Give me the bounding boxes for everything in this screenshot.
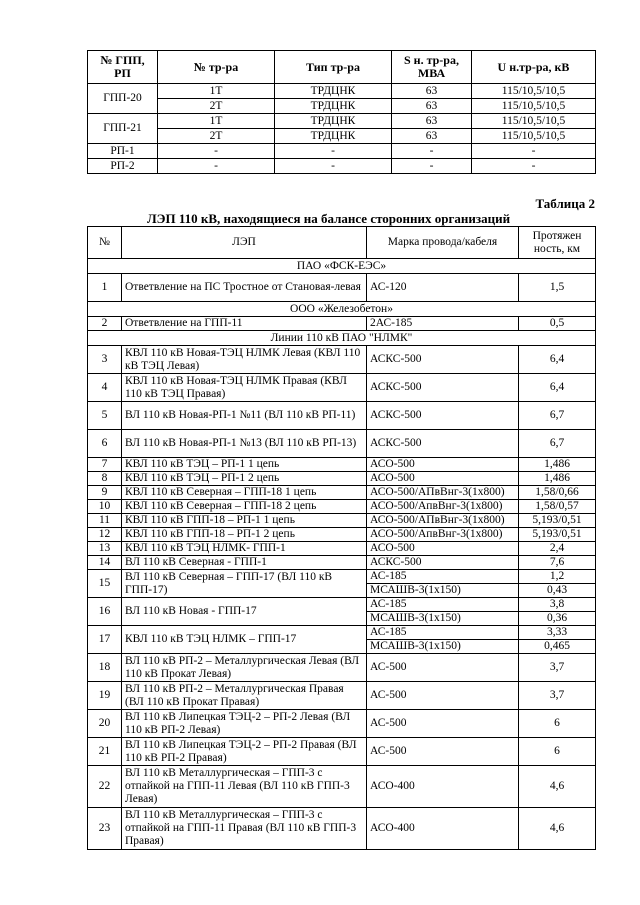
table1-cell: -: [392, 159, 472, 174]
table2-header-row: [88, 227, 596, 259]
line-name: ВЛ 110 кВ Новая-РП-1 №13 (ВЛ 110 кВ РП-13): [122, 430, 367, 458]
line-length: 1,2: [519, 570, 596, 584]
line-name: ВЛ 110 кВ Новая-РП-1 №11 (ВЛ 110 кВ РП-11): [122, 402, 367, 430]
wire-brand: АСКС-500: [367, 430, 519, 458]
line-row: [88, 682, 596, 710]
line-name: ВЛ 110 кВ РП-2 – Металлургическая Левая (ВЛ 110 кВ Прокат Левая): [122, 654, 367, 682]
line-row: [88, 766, 596, 808]
line-row: [88, 738, 596, 766]
line-number: 11: [88, 514, 122, 528]
section-title: ПАО «ФСК-ЕЭС»: [88, 259, 596, 274]
line-number: 9: [88, 486, 122, 500]
line-length: 6,4: [519, 346, 596, 374]
wire-brand: АС-185: [367, 626, 519, 640]
wire-brand: АСО-500/АПвВнг-3(1х800): [367, 486, 519, 500]
line-number: 18: [88, 654, 122, 682]
line-number: 3: [88, 346, 122, 374]
wire-brand: АСКС-500: [367, 374, 519, 402]
transformers-table: [87, 50, 596, 174]
station-cell: ГПП-20: [88, 84, 158, 114]
line-name: ВЛ 110 кВ Северная – ГПП-17 (ВЛ 110 кВ ГПП-17): [122, 570, 367, 598]
line-number: 2: [88, 317, 122, 331]
section-title: ООО «Железобетон»: [88, 302, 596, 317]
wire-brand: 2АС-185: [367, 317, 519, 331]
table2-title: ЛЭП 110 кВ, находящиеся на балансе сторонних организаций: [147, 211, 511, 226]
wire-brand: АС-120: [367, 274, 519, 302]
line-length: 0,5: [519, 317, 596, 331]
table2-header: Марка провода/кабеля: [367, 227, 519, 259]
line-row: [88, 374, 596, 402]
table1-cell: ТРДЦНК: [275, 129, 392, 144]
table1-header: U н.тр-ра, кВ: [472, 51, 596, 84]
line-name: ВЛ 110 кВ Металлургическая – ГПП-3 с отпайкой на ГПП-11 Левая (ВЛ 110 кВ ГПП-3 Левая): [122, 766, 367, 808]
line-length: 6,7: [519, 430, 596, 458]
station-cell: РП-1: [88, 144, 158, 159]
line-number: 17: [88, 626, 122, 654]
line-name: КВЛ 110 кВ ТЭЦ – РП-1 1 цепь: [122, 458, 367, 472]
table1-row: [88, 144, 596, 159]
wire-brand: АСКС-500: [367, 556, 519, 570]
table1-cell: -: [275, 144, 392, 159]
line-number: 10: [88, 500, 122, 514]
wire-brand: АСКС-500: [367, 346, 519, 374]
line-number: 14: [88, 556, 122, 570]
line-row: [88, 710, 596, 738]
station-cell: ГПП-21: [88, 114, 158, 144]
line-row: [88, 472, 596, 486]
line-row: [88, 514, 596, 528]
line-length: 5,193/0,51: [519, 528, 596, 542]
line-number: 4: [88, 374, 122, 402]
table2-header: Протяжен ность, км: [519, 227, 596, 259]
line-row: [88, 500, 596, 514]
line-length: 0,465: [519, 640, 596, 654]
wire-brand: АСО-500/АпвВнг-3(1х800): [367, 500, 519, 514]
wire-brand: АСО-500: [367, 542, 519, 556]
line-row: [88, 430, 596, 458]
table2-header: ЛЭП: [122, 227, 367, 259]
wire-brand: АСО-500/АПвВнг-3(1х800): [367, 514, 519, 528]
line-row: [88, 556, 596, 570]
section-title: Линии 110 кВ ПАО "НЛМК": [88, 331, 596, 346]
wire-brand: АС-185: [367, 598, 519, 612]
line-length: 4,6: [519, 808, 596, 850]
table1-cell: 2Т: [158, 99, 275, 114]
table1-row: [88, 99, 596, 114]
table1-cell: -: [472, 144, 596, 159]
line-length: 3,8: [519, 598, 596, 612]
table2-header: №: [88, 227, 122, 259]
line-number: 23: [88, 808, 122, 850]
wire-brand: АСО-400: [367, 808, 519, 850]
line-length: 1,486: [519, 472, 596, 486]
line-name: КВЛ 110 кВ Новая-ТЭЦ НЛМК Правая (КВЛ 110 кВ ТЭЦ Правая): [122, 374, 367, 402]
line-length: 6: [519, 710, 596, 738]
line-row: [88, 570, 596, 584]
line-name: КВЛ 110 кВ ТЭЦ НЛМК – ГПП-17: [122, 626, 367, 654]
line-length: 0,36: [519, 612, 596, 626]
table1-cell: -: [392, 144, 472, 159]
table1-cell: 1Т: [158, 84, 275, 99]
station-cell: РП-2: [88, 159, 158, 174]
line-row: [88, 654, 596, 682]
table1-cell: 1Т: [158, 114, 275, 129]
line-number: 20: [88, 710, 122, 738]
line-number: 6: [88, 430, 122, 458]
line-row: [88, 626, 596, 640]
line-length: 1,58/0,57: [519, 500, 596, 514]
wire-brand: АСО-500/АпвВнг-3(1х800): [367, 528, 519, 542]
line-name: ВЛ 110 кВ Липецкая ТЭЦ-2 – РП-2 Левая (ВЛ 110 кВ РП-2 Левая): [122, 710, 367, 738]
line-number: 22: [88, 766, 122, 808]
line-row: [88, 458, 596, 472]
section-row: [88, 331, 596, 346]
wire-brand: АСКС-500: [367, 402, 519, 430]
wire-brand: АСО-400: [367, 766, 519, 808]
line-row: [88, 402, 596, 430]
section-row: [88, 259, 596, 274]
table1-cell: 63: [392, 84, 472, 99]
line-row: [88, 486, 596, 500]
line-number: 8: [88, 472, 122, 486]
table1-cell: 115/10,5/10,5: [472, 99, 596, 114]
line-name: КВЛ 110 кВ ГПП-18 – РП-1 1 цепь: [122, 514, 367, 528]
line-name: КВЛ 110 кВ Новая-ТЭЦ НЛМК Левая (КВЛ 110 кВ ТЭЦ Левая): [122, 346, 367, 374]
line-name: Ответвление на ПС Тростное от Становая-левая: [122, 274, 367, 302]
line-number: 13: [88, 542, 122, 556]
table1-cell: ТРДЦНК: [275, 114, 392, 129]
line-name: КВЛ 110 кВ ГПП-18 – РП-1 2 цепь: [122, 528, 367, 542]
line-length: 1,5: [519, 274, 596, 302]
line-name: КВЛ 110 кВ Северная – ГПП-18 2 цепь: [122, 500, 367, 514]
table1-row: [88, 129, 596, 144]
line-number: 12: [88, 528, 122, 542]
table1-cell: -: [158, 144, 275, 159]
line-row: [88, 346, 596, 374]
line-number: 19: [88, 682, 122, 710]
table1-cell: 115/10,5/10,5: [472, 129, 596, 144]
line-name: ВЛ 110 кВ РП-2 – Металлургическая Правая (ВЛ 110 кВ Прокат Правая): [122, 682, 367, 710]
line-length: 6,4: [519, 374, 596, 402]
wire-brand: МСАШВ-3(1х150): [367, 640, 519, 654]
table1-row: [88, 114, 596, 129]
line-length: 0,43: [519, 584, 596, 598]
line-row: [88, 598, 596, 612]
line-length: 1,58/0,66: [519, 486, 596, 500]
table1-cell: 2Т: [158, 129, 275, 144]
wire-brand: АС-500: [367, 738, 519, 766]
table2-caption: Таблица 2: [535, 196, 595, 211]
wire-brand: АС-500: [367, 682, 519, 710]
line-name: ВЛ 110 кВ Металлургическая – ГПП-3 с отпайкой на ГПП-11 Правая (ВЛ 110 кВ ГПП-3 Правая): [122, 808, 367, 850]
power-lines-table: [87, 226, 596, 850]
table1-cell: 63: [392, 99, 472, 114]
line-number: 15: [88, 570, 122, 598]
line-length: 3,33: [519, 626, 596, 640]
line-length: 2,4: [519, 542, 596, 556]
line-name: ВЛ 110 кВ Новая - ГПП-17: [122, 598, 367, 626]
table1-cell: -: [275, 159, 392, 174]
wire-brand: АСО-500: [367, 458, 519, 472]
section-row: [88, 302, 596, 317]
table1-header: № тр-ра: [158, 51, 275, 84]
line-length: 1,486: [519, 458, 596, 472]
line-length: 6,7: [519, 402, 596, 430]
table1-cell: ТРДЦНК: [275, 99, 392, 114]
line-name: КВЛ 110 кВ ТЭЦ – РП-1 2 цепь: [122, 472, 367, 486]
line-row: [88, 542, 596, 556]
line-name: КВЛ 110 кВ Северная – ГПП-18 1 цепь: [122, 486, 367, 500]
table1-header: S н. тр-ра, МВА: [392, 51, 472, 84]
line-row: [88, 808, 596, 850]
line-length: 3,7: [519, 654, 596, 682]
line-number: 21: [88, 738, 122, 766]
line-row: [88, 317, 596, 331]
wire-brand: МСАШВ-3(1х150): [367, 584, 519, 598]
line-number: 1: [88, 274, 122, 302]
line-name: КВЛ 110 кВ ТЭЦ НЛМК- ГПП-1: [122, 542, 367, 556]
line-row: [88, 528, 596, 542]
table1-cell: 63: [392, 114, 472, 129]
table1-cell: ТРДЦНК: [275, 84, 392, 99]
table1-cell: 115/10,5/10,5: [472, 84, 596, 99]
wire-brand: АСО-500: [367, 472, 519, 486]
line-row: [88, 274, 596, 302]
table1-cell: 115/10,5/10,5: [472, 114, 596, 129]
table1-header: Тип тр-ра: [275, 51, 392, 84]
line-length: 4,6: [519, 766, 596, 808]
table1-cell: 63: [392, 129, 472, 144]
line-number: 7: [88, 458, 122, 472]
line-number: 5: [88, 402, 122, 430]
wire-brand: АС-185: [367, 570, 519, 584]
wire-brand: МСАШВ-3(1х150): [367, 612, 519, 626]
table1-row: [88, 159, 596, 174]
line-name: Ответвление на ГПП-11: [122, 317, 367, 331]
table1-cell: -: [472, 159, 596, 174]
wire-brand: АС-500: [367, 710, 519, 738]
line-length: 7,6: [519, 556, 596, 570]
line-length: 5,193/0,51: [519, 514, 596, 528]
table1-row: [88, 84, 596, 99]
line-number: 16: [88, 598, 122, 626]
line-name: ВЛ 110 кВ Липецкая ТЭЦ-2 – РП-2 Правая (ВЛ 110 кВ РП-2 Правая): [122, 738, 367, 766]
wire-brand: АС-500: [367, 654, 519, 682]
line-length: 6: [519, 738, 596, 766]
line-name: ВЛ 110 кВ Северная - ГПП-1: [122, 556, 367, 570]
table1-cell: -: [158, 159, 275, 174]
line-length: 3,7: [519, 682, 596, 710]
table1-header: № ГПП, РП: [88, 51, 158, 84]
table1-header-row: [88, 51, 596, 84]
